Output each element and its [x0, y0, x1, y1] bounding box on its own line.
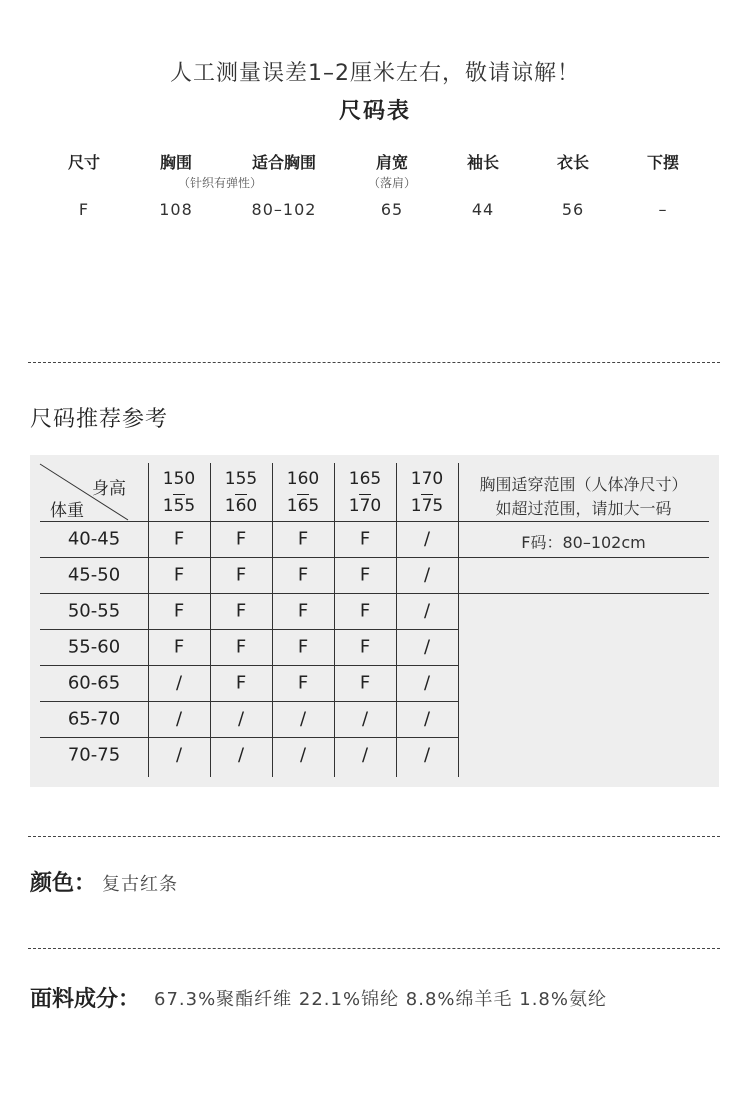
color-label: 颜色： — [30, 871, 97, 896]
size-cell: / — [423, 672, 431, 694]
size-header: 胸围 — [159, 153, 193, 172]
height-range-top: 170 — [410, 469, 444, 489]
size-cell: F — [359, 636, 371, 658]
grid-hline — [40, 701, 458, 702]
size-value: – — [658, 200, 668, 219]
measurement-note: 人工测量误差1–2厘米左右，敬请谅解！ — [170, 61, 580, 86]
grid-hline — [40, 593, 709, 594]
dashed-divider — [28, 836, 720, 837]
height-range-bottom: 175 — [410, 496, 444, 516]
weight-range: 40-45 — [67, 528, 121, 550]
grid-vline — [148, 463, 149, 777]
height-range-bottom: 155 — [162, 496, 196, 516]
weight-range: 70-75 — [67, 744, 121, 766]
size-cell: F — [173, 528, 185, 550]
color-value: 复古红条 — [102, 874, 178, 895]
grid-vline — [272, 463, 273, 777]
grid-hline — [40, 737, 458, 738]
size-cell: / — [423, 636, 431, 658]
size-cell: / — [299, 744, 307, 766]
weight-range: 55-60 — [67, 636, 121, 658]
size-cell: / — [423, 528, 431, 550]
size-cell: F — [297, 672, 309, 694]
size-header: 适合胸围 — [251, 153, 317, 172]
fabric-label: 面料成分： — [30, 987, 141, 1012]
height-range-bottom: 160 — [224, 496, 258, 516]
size-cell: F — [173, 564, 185, 586]
height-range-top: 155 — [224, 469, 258, 489]
size-cell: F — [297, 600, 309, 622]
size-header: 尺寸 — [67, 153, 101, 172]
size-value: F — [78, 200, 90, 219]
weight-range: 45-50 — [67, 564, 121, 586]
weight-range: 60-65 — [67, 672, 121, 694]
corner-height-label: 身高 — [92, 479, 126, 499]
size-cell: F — [359, 564, 371, 586]
size-cell: / — [237, 708, 245, 730]
height-range-dash — [359, 494, 371, 495]
size-cell: F — [173, 636, 185, 658]
size-cell: / — [423, 708, 431, 730]
grid-hline — [40, 557, 709, 558]
grid-vline — [334, 463, 335, 777]
size-cell: / — [299, 708, 307, 730]
size-cell: F — [173, 600, 185, 622]
size-cell: F — [235, 672, 247, 694]
size-cell: F — [235, 528, 247, 550]
size-cell: F — [235, 564, 247, 586]
range-value: F码：80–102cm — [521, 533, 646, 552]
height-range-top: 160 — [286, 469, 320, 489]
height-range-top: 150 — [162, 469, 196, 489]
size-cell: / — [175, 744, 183, 766]
dashed-divider — [28, 948, 720, 949]
size-cell: F — [235, 600, 247, 622]
weight-range: 65-70 — [67, 708, 121, 730]
corner-weight-label: 体重 — [50, 501, 84, 521]
grid-vline — [210, 463, 211, 777]
size-cell: / — [361, 744, 369, 766]
grid-hline — [40, 629, 458, 630]
height-range-bottom: 170 — [348, 496, 382, 516]
dashed-divider — [28, 362, 720, 363]
size-cell: F — [359, 672, 371, 694]
size-cell: F — [297, 636, 309, 658]
grid-vline — [458, 463, 459, 777]
grid-vline — [396, 463, 397, 777]
range-header-line1: 胸围适穿范围（人体净尺寸） — [479, 475, 688, 494]
size-recommend-title: 尺码推荐参考 — [30, 407, 169, 432]
size-cell: F — [359, 528, 371, 550]
grid-hline — [40, 665, 458, 666]
height-range-dash — [297, 494, 309, 495]
size-cell: / — [423, 744, 431, 766]
size-cell: / — [237, 744, 245, 766]
size-cell: / — [175, 672, 183, 694]
height-range-top: 165 — [348, 469, 382, 489]
size-value: 65 — [380, 200, 404, 219]
range-header-line2: 如超过范围，请加大一码 — [495, 499, 672, 518]
size-header: 下摆 — [646, 153, 680, 172]
fabric-value: 67.3%聚酯纤维 22.1%锦纶 8.8%绵羊毛 1.8%氨纶 — [154, 989, 607, 1010]
size-cell: / — [361, 708, 369, 730]
size-chart-title: 尺码表 — [338, 99, 411, 124]
height-range-dash — [421, 494, 433, 495]
size-cell: F — [359, 600, 371, 622]
size-value: 56 — [561, 200, 585, 219]
size-header: 袖长 — [466, 153, 500, 172]
size-value: 108 — [159, 200, 193, 219]
size-cell: / — [423, 600, 431, 622]
height-range-bottom: 165 — [286, 496, 320, 516]
size-cell: F — [235, 636, 247, 658]
chest-sub-note: （针织有弹性） — [177, 176, 263, 190]
size-header-sub: （落肩） — [367, 176, 417, 190]
size-header: 衣长 — [556, 153, 590, 172]
size-cell: / — [423, 564, 431, 586]
size-header: 肩宽 — [375, 153, 409, 172]
size-value: 80–102 — [251, 200, 317, 219]
weight-range: 50-55 — [67, 600, 121, 622]
size-cell: / — [175, 708, 183, 730]
size-cell: F — [297, 528, 309, 550]
height-range-dash — [235, 494, 247, 495]
size-cell: F — [297, 564, 309, 586]
height-range-dash — [173, 494, 185, 495]
size-value: 44 — [471, 200, 495, 219]
